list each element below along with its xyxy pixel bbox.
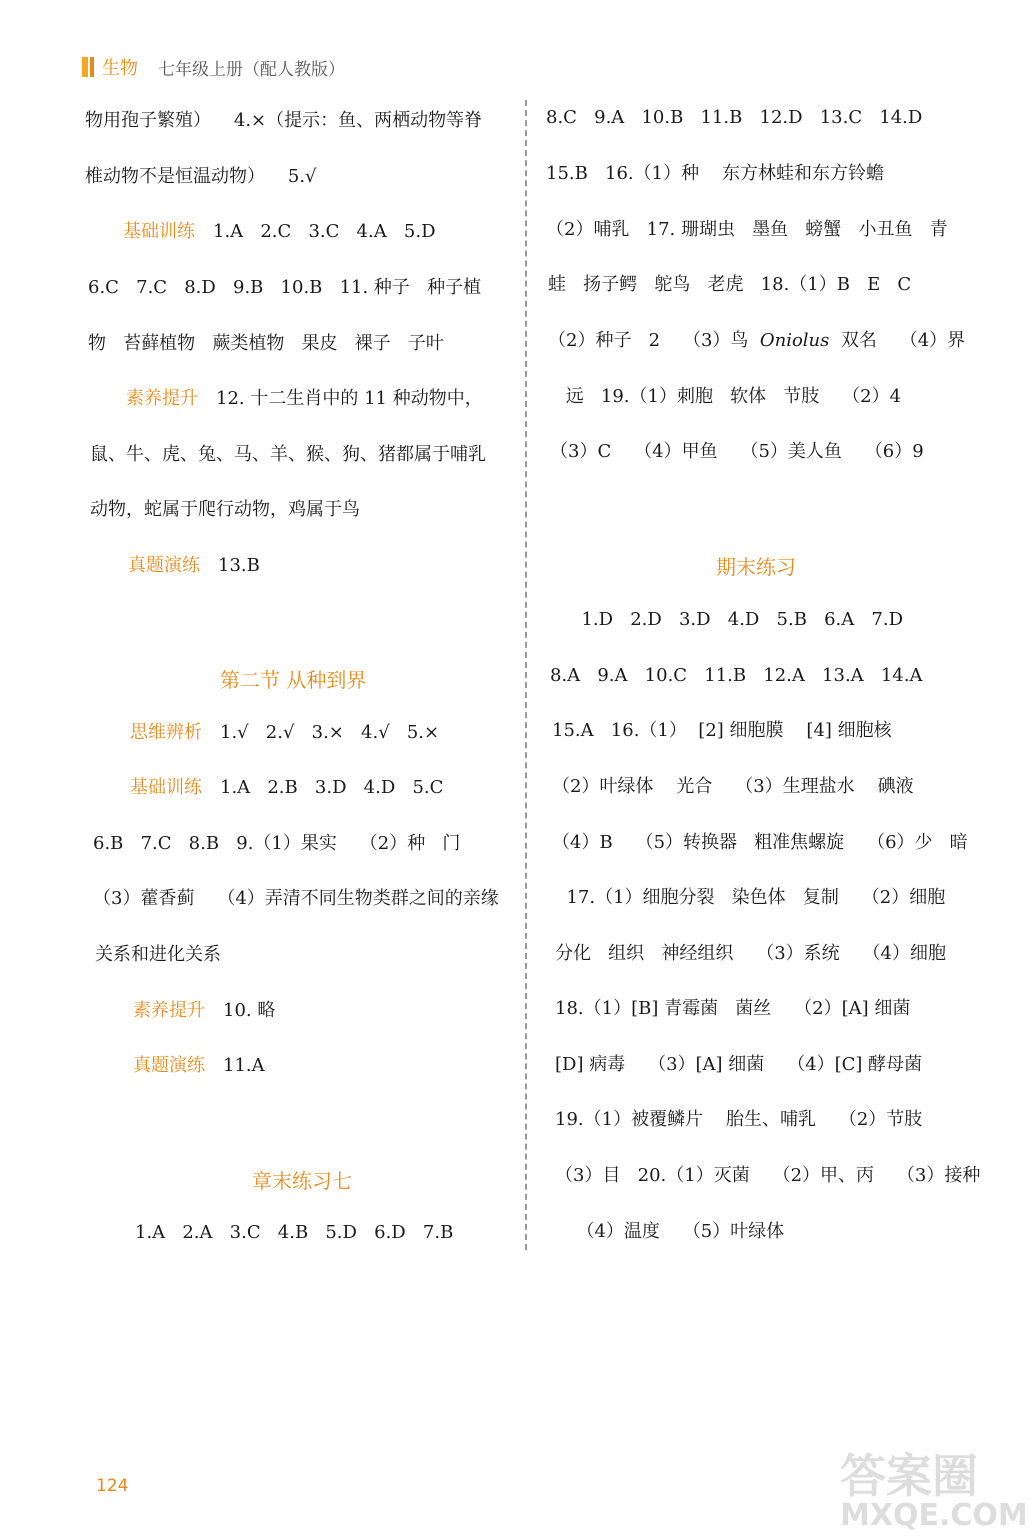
answer-line <box>133 1053 265 1079</box>
subject-title: 生物 <box>102 58 138 79</box>
answer-line: 15.A 16.（1） [2] 细胞膜 [4] 细胞核 <box>552 720 892 741</box>
answer-text: 10. 略 <box>223 1000 276 1021</box>
answer-line: （3）C （4）甲鱼 （5）美人鱼 （6）9 <box>550 441 924 462</box>
answer-line: 动物，蛇属于爬行动物，鸡属于鸟 <box>90 499 360 520</box>
answer-text: （2）种子 2 （3）鸟 <box>548 330 760 351</box>
header-accent-bar <box>82 57 88 77</box>
answer-text: 13.B <box>218 555 260 576</box>
column-divider <box>525 100 527 1250</box>
answer-line <box>130 720 439 746</box>
answer-line: 8.C 9.A 10.B 11.B 12.D 13.C 14.D <box>546 107 923 128</box>
answer-line: （4）B （5）转换器 粗准焦螺旋 （6）少 暗 <box>552 832 968 853</box>
answer-line <box>123 219 436 245</box>
answer-text: 双名 （4）界 <box>829 330 966 351</box>
watermark-logo <box>840 1440 1030 1532</box>
answer-line <box>133 998 275 1024</box>
watermark-text: 答案圈 <box>840 1449 978 1503</box>
answer-line: （2）叶绿体 光合 （3）生理盐水 碘液 <box>552 776 914 797</box>
section-tag: 真题演练 <box>133 1055 205 1076</box>
answer-line: 19.（1）被覆鳞片 胎生、哺乳 （2）节肢 <box>555 1109 923 1130</box>
answer-line <box>126 386 483 412</box>
answer-line: 1.D 2.D 3.D 4.D 5.B 6.A 7.D <box>570 609 904 630</box>
answer-text: 1.√ 2.√ 3.× 4.√ 5.× <box>220 722 440 743</box>
answer-line: 椎动物不是恒温动物） 5.√ <box>85 166 317 187</box>
section-tag: 素养提升 <box>133 1000 205 1021</box>
grade-label: 七年级上册（配人教版） <box>158 59 345 80</box>
watermark-url: MXQE.COM <box>840 1498 1028 1533</box>
section-tag: 素养提升 <box>126 388 198 409</box>
answer-line: 远 19.（1）刺胞 软体 节肢 （2）4 <box>560 386 902 407</box>
answer-text: 1.A 2.C 3.C 4.A 5.D <box>213 221 436 242</box>
page-number: 124 <box>96 1476 129 1496</box>
answer-line: 物 苔藓植物 蕨类植物 果皮 裸子 子叶 <box>88 333 444 354</box>
answer-line: （4）温度 （5）叶绿体 <box>565 1221 785 1242</box>
section-heading: 期末练习 <box>716 555 796 579</box>
answer-line: 6.C 7.C 8.D 9.B 10.B 11. 种子 种子植 <box>88 277 482 298</box>
answer-line: 6.B 7.C 8.B 9.（1）果实 （2）种 门 <box>93 833 461 854</box>
section-tag: 真题演练 <box>128 555 200 576</box>
answer-line: 8.A 9.A 10.C 11.B 12.A 13.A 14.A <box>550 665 923 686</box>
answer-line: 关系和进化关系 <box>95 944 221 965</box>
answer-line: 17.（1）细胞分裂 染色体 复制 （2）细胞 <box>555 887 946 908</box>
genus-name: Oniolus <box>759 330 830 351</box>
answer-line: 18.（1）[B] 青霉菌 菌丝 （2）[A] 细菌 <box>555 998 911 1019</box>
answer-line: 15.B 16.（1）种 东方林蛙和东方铃蟾 <box>546 163 884 184</box>
section-heading: 第二节 从种到界 <box>220 668 367 692</box>
answer-line: （2）哺乳 17. 珊瑚虫 墨鱼 螃蟹 小丑鱼 青 <box>546 219 948 240</box>
answer-text: 12. 十二生肖中的 11 种动物中， <box>216 388 483 409</box>
answer-line <box>130 775 443 801</box>
page-header <box>82 52 345 82</box>
section-heading: 章末练习七 <box>252 1169 352 1193</box>
answer-text: 11.A <box>223 1055 265 1076</box>
header-accent-bar-2 <box>90 57 94 77</box>
answer-line: （3）目 20.（1）灭菌 （2）甲、丙 （3）接种 <box>555 1165 981 1186</box>
section-tag: 基础训练 <box>130 777 202 798</box>
answer-line: [D] 病毒 （3）[A] 细菌 （4）[C] 酵母菌 <box>555 1054 923 1075</box>
answer-line <box>128 553 260 579</box>
answer-line: 物用孢子繁殖） 4.×（提示：鱼、两栖动物等脊 <box>85 110 483 131</box>
section-tag: 基础训练 <box>123 221 195 242</box>
answer-line: 分化 组织 神经组织 （3）系统 （4）细胞 <box>555 943 947 964</box>
answer-line: 蛙 扬子鳄 鸵鸟 老虎 18.（1）B E C <box>548 274 912 295</box>
answer-text: 1.A 2.B 3.D 4.D 5.C <box>220 777 444 798</box>
answer-line: （3）藿香蓟 （4）弄清不同生物类群之间的亲缘 <box>93 888 499 909</box>
section-tag: 思维辨析 <box>130 722 202 743</box>
answer-line: 鼠、牛、虎、兔、马、羊、猴、狗、猪都属于哺乳 <box>90 444 486 465</box>
answer-line: 1.A 2.A 3.C 4.B 5.D 6.D 7.B <box>135 1222 454 1243</box>
answer-line <box>548 328 965 354</box>
